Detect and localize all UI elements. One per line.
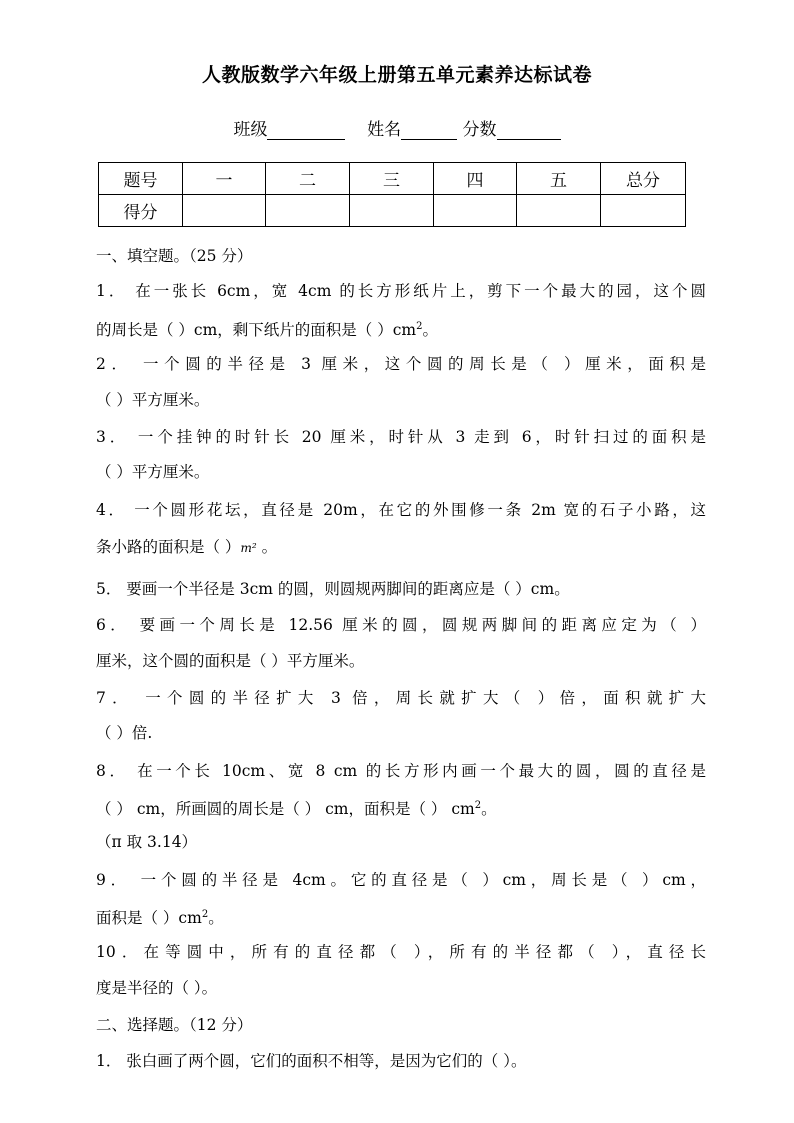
score-table-score-row <box>99 195 686 227</box>
question-6-line-1: 6． 要画一个周长是 12.56 厘米的圆，圆规两脚间的距离应定为（ ） <box>96 616 706 634</box>
header-cell: 题号 <box>99 163 183 195</box>
question-8-line-2 <box>96 796 706 819</box>
score-table <box>98 162 686 227</box>
question-4-line-2 <box>96 537 706 558</box>
header-cell: 四 <box>434 163 517 195</box>
question-3-line-1: 3． 一个挂钟的时针长 20 厘米，时针从 3 走到 6，时针扫过的面积是 <box>96 428 706 446</box>
row-label-cell: 得分 <box>99 195 183 227</box>
score-cell[interactable] <box>350 195 434 227</box>
question-1-line-2 <box>96 317 706 340</box>
superscript: 2 <box>474 800 482 811</box>
section-heading-multiple-choice: 二、选择题。（12 分） <box>96 1016 253 1034</box>
question-8-line-3: （π 取 3.14） <box>96 833 198 851</box>
question-9-line-1: 9． 一个圆的半径是 4cm。它的直径是（ ）cm，周长是（ ）cm， <box>96 871 706 889</box>
score-cell[interactable] <box>183 195 266 227</box>
question-8-text: （ ） cm，所画圆的周长是（ ） cm，面积是（ ） cm <box>96 800 475 818</box>
header-cell: 五 <box>517 163 601 195</box>
score-blank[interactable] <box>497 121 561 140</box>
question-9-text: 面积是（ ）cm <box>96 909 202 927</box>
question-9-line-2 <box>96 905 706 928</box>
name-label: 姓名 <box>367 120 402 140</box>
superscript: 2 <box>201 909 209 920</box>
score-label: 分数 <box>462 120 497 140</box>
superscript: 2 <box>416 321 423 332</box>
score-cell[interactable] <box>434 195 517 227</box>
question-4-line-1: 4． 一个圆形花坛，直径是 20m，在它的外围修一条 2m 宽的石子小路，这 <box>96 501 706 519</box>
score-cell[interactable] <box>517 195 601 227</box>
section-heading-fill-blank: 一、填空题。（25 分） <box>96 247 253 265</box>
score-cell[interactable] <box>601 195 686 227</box>
student-info <box>0 115 794 140</box>
score-cell[interactable] <box>266 195 350 227</box>
question-5: 5． 要画一个半径是 3cm 的圆，则圆规两脚间的距离应是（ ）cm。 <box>96 580 570 598</box>
class-blank[interactable] <box>267 121 345 140</box>
question-4-text: 条小路的面积是（ ） <box>96 538 241 556</box>
question-10-line-1: 10．在等圆中，所有的直径都（ ），所有的半径都（ ），直径长 <box>96 943 706 961</box>
punctuation: 。 <box>481 800 497 818</box>
punctuation: 。 <box>422 321 439 339</box>
question-1-line-1: 1． 在一张长 6cm，宽 4cm 的长方形纸片上，剪下一个最大的园，这个圆 <box>96 282 706 300</box>
punctuation: 。 <box>256 538 278 556</box>
score-table-header-row <box>99 163 686 195</box>
header-cell: 三 <box>350 163 434 195</box>
header-cell: 总分 <box>601 163 686 195</box>
question-10-line-2: 度是半径的（ ）。 <box>96 979 218 997</box>
question-6-line-2: 厘米，这个圆的面积是（ ）平方厘米。 <box>96 652 365 670</box>
page-title: 人教版数学六年级上册第五单元素养达标试卷 <box>201 64 592 86</box>
header-cell: 一 <box>183 163 266 195</box>
question-7-line-1: 7． 一个圆的半径扩大 3 倍，周长就扩大（ ）倍，面积就扩大 <box>96 689 706 707</box>
unit-m2: m² <box>240 541 257 555</box>
question-3-line-2: （ ）平方厘米。 <box>96 463 210 481</box>
name-blank[interactable] <box>401 121 457 140</box>
class-label: 班级 <box>233 120 268 140</box>
question-8-line-1: 8． 在一个长 10cm、宽 8 cm 的长方形内画一个最大的圆，圆的直径是 <box>96 762 706 780</box>
question-1-text: 的周长是（ ）cm，剩下纸片的面积是（ ）cm <box>96 321 417 339</box>
punctuation: 。 <box>208 909 224 927</box>
question-7-line-2: （ ）倍. <box>96 724 153 742</box>
question-2-line-1: 2． 一个圆的半径是 3 厘米，这个圆的周长是（ ）厘米，面积是 <box>96 355 706 373</box>
question-2-line-2: （ ）平方厘米。 <box>96 391 210 409</box>
choice-question-1: 1． 张白画了两个圆，它们的面积不相等，是因为它们的（ ）。 <box>96 1052 527 1070</box>
header-cell: 二 <box>266 163 350 195</box>
